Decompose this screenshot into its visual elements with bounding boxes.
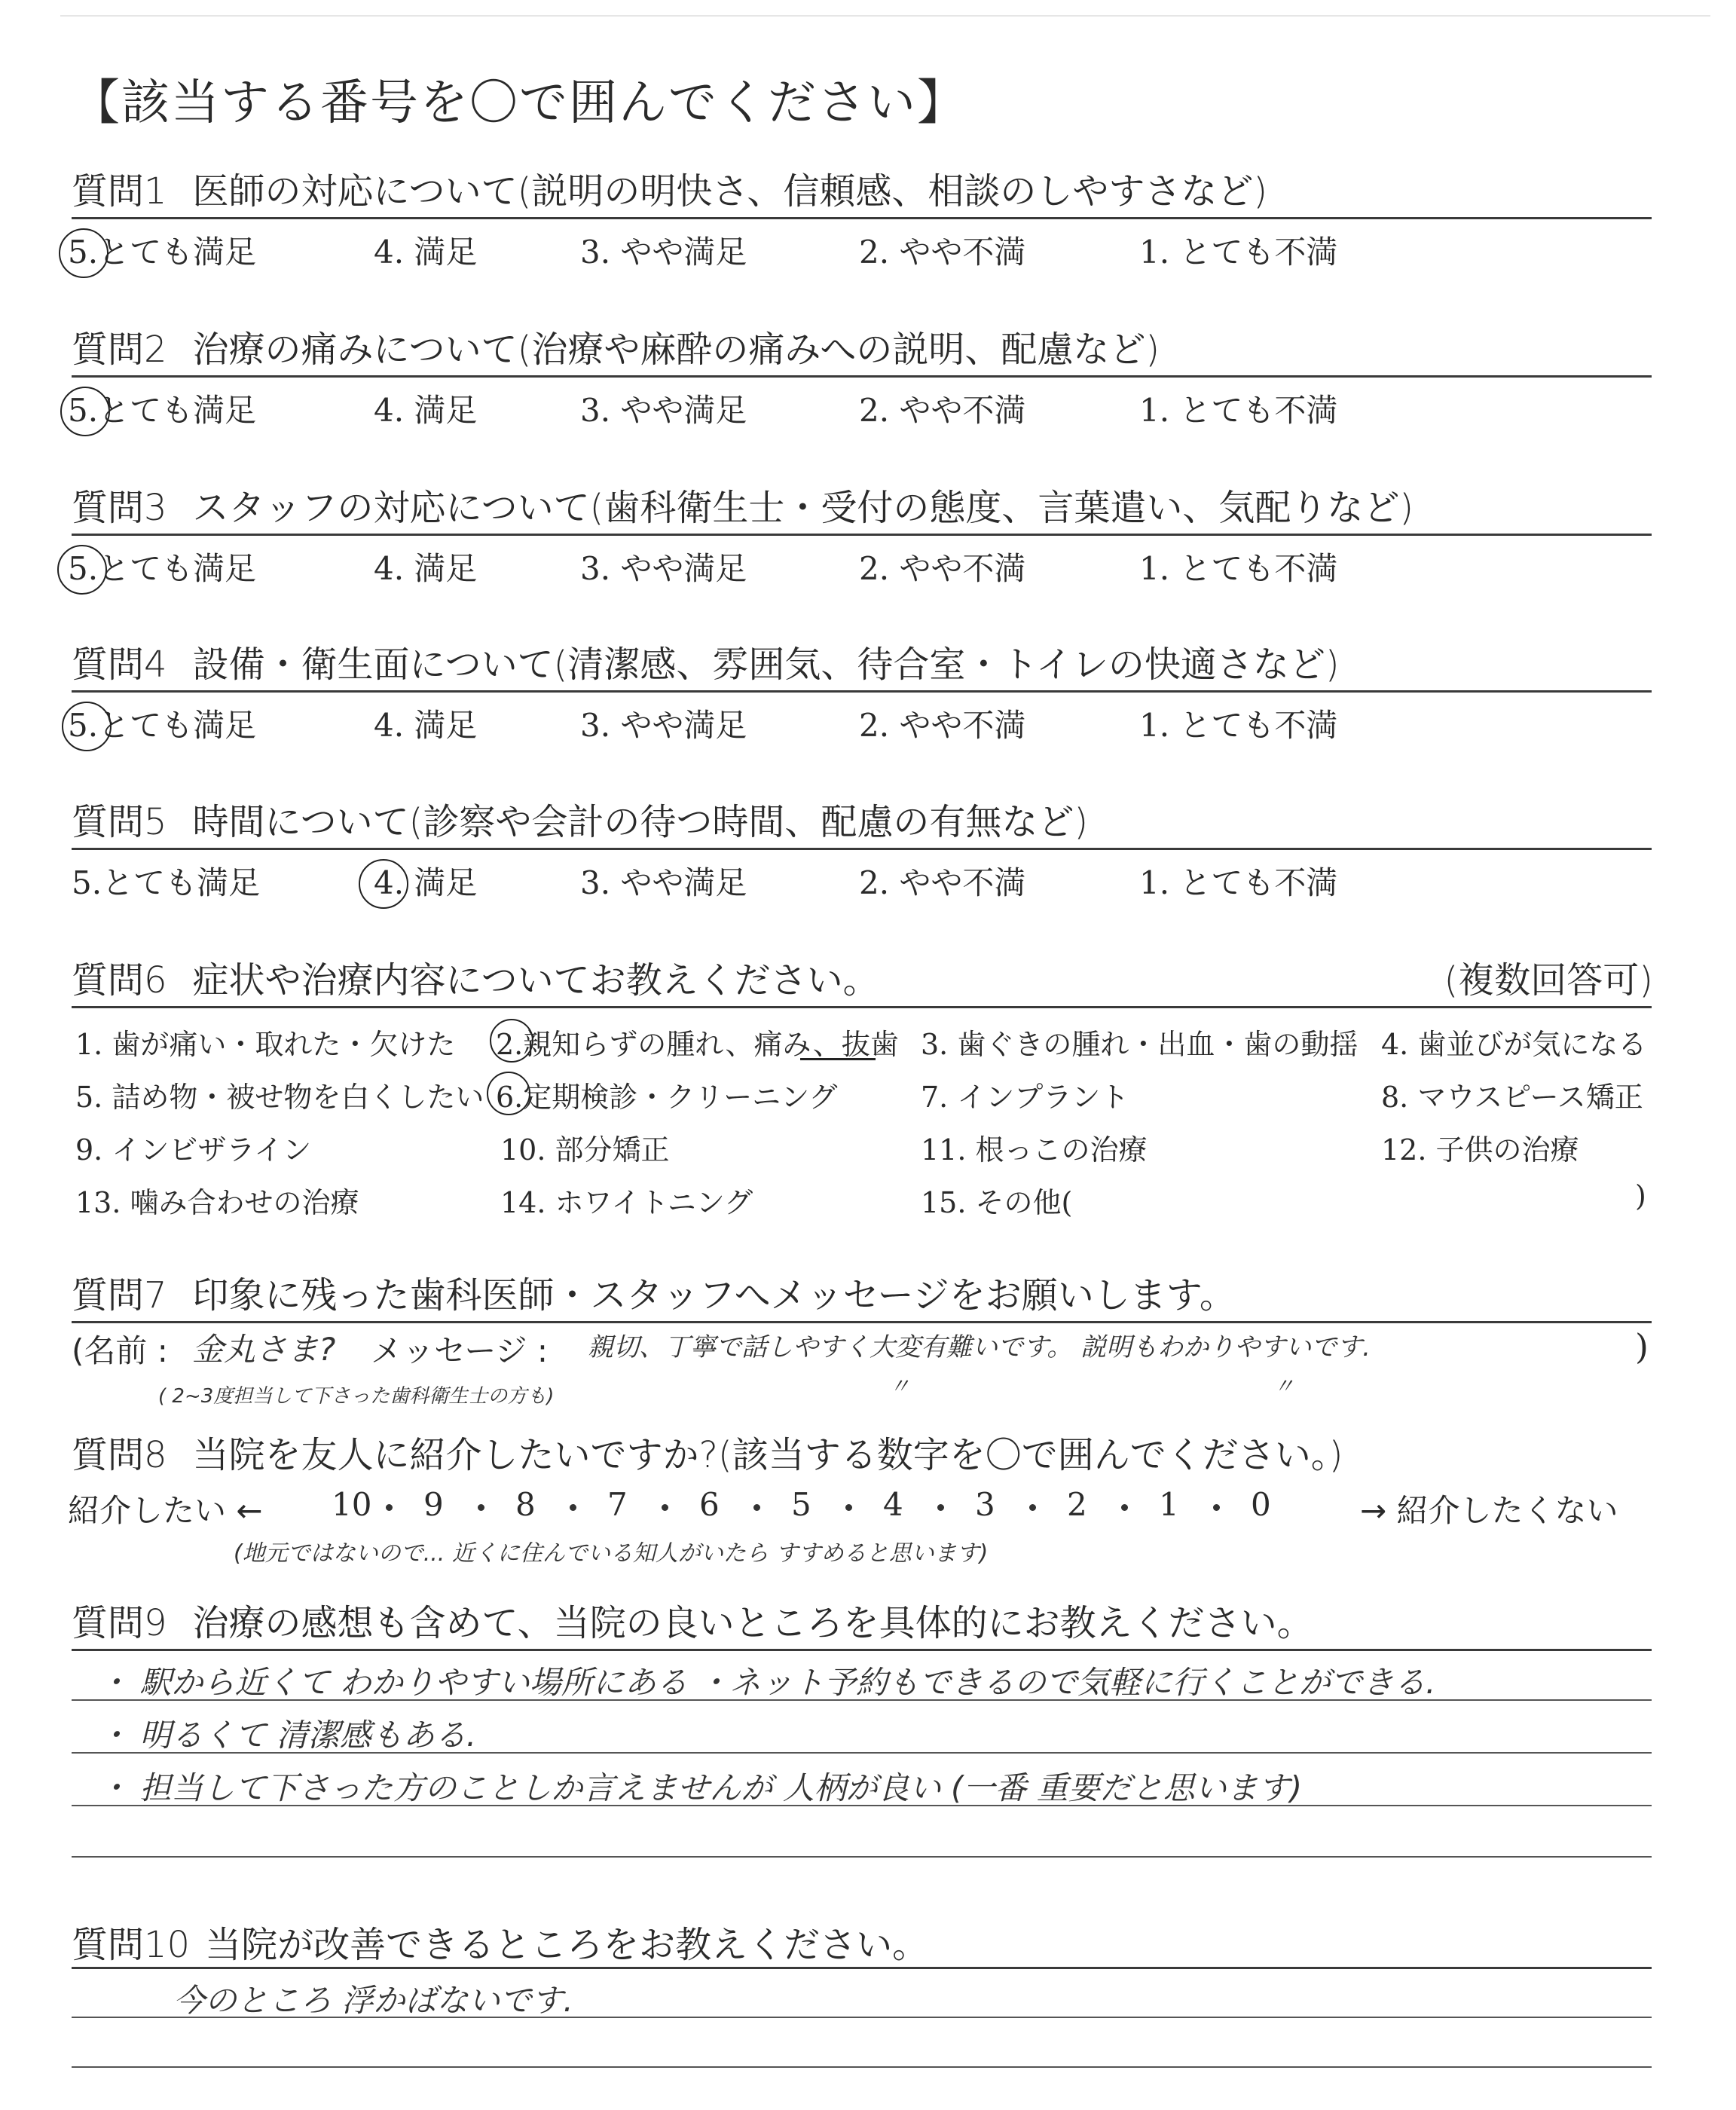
multiple-answer-note: (複数回答可) bbox=[1444, 959, 1653, 1001]
question-5 bbox=[72, 793, 1088, 845]
handwritten-note: (地元ではないので... 近くに住んでいる知人がいたら すすめると思います) bbox=[234, 1540, 989, 1567]
question-6 bbox=[72, 951, 879, 1003]
symptom-option-8[interactable]: 8. マウスピース矯正 bbox=[1381, 1081, 1643, 1114]
rating-option-4[interactable]: 4. 満足 bbox=[374, 707, 478, 744]
handwritten-answer: 今のところ 浮かばないです. bbox=[173, 1982, 573, 2019]
question-text: 当院が改善できるところをお教えください。 bbox=[205, 1924, 929, 1966]
selection-circle bbox=[490, 1019, 533, 1063]
question-text: 設備・衛生面について(清潔感、雰囲気、待合室・トイレの快適さなど) bbox=[192, 644, 1340, 686]
writing-line bbox=[72, 1699, 1652, 1701]
symptom-option-12[interactable]: 12. 子供の治療 bbox=[1381, 1133, 1579, 1167]
question-rule bbox=[72, 534, 1652, 536]
scale-separator-dot bbox=[1029, 1504, 1036, 1511]
question-10 bbox=[72, 1916, 928, 1968]
scale-number-6[interactable]: 6 bbox=[699, 1486, 720, 1523]
question-number: 質問7 bbox=[72, 1274, 167, 1316]
rating-option-2[interactable]: 2. やや不満 bbox=[859, 550, 1026, 587]
recommend-label: 紹介したい ← bbox=[68, 1492, 263, 1529]
handwritten-name: 金丸さま? bbox=[192, 1331, 336, 1368]
rating-option-2[interactable]: 2. やや不満 bbox=[859, 234, 1026, 271]
top-border bbox=[60, 15, 1710, 17]
question-2 bbox=[72, 320, 1160, 372]
rating-option-1[interactable]: 1. とても不満 bbox=[1139, 864, 1338, 901]
question-number: 質問4 bbox=[72, 644, 167, 686]
question-rule bbox=[72, 1967, 1652, 1969]
rating-option-5[interactable]: 5.とても満足 bbox=[72, 864, 261, 901]
message-label: メッセージ : bbox=[371, 1332, 548, 1369]
question-rule bbox=[72, 1649, 1652, 1651]
rating-option-1[interactable]: 1. とても不満 bbox=[1139, 550, 1338, 587]
rating-option-2[interactable]: 2. やや不満 bbox=[859, 864, 1026, 901]
rating-option-3[interactable]: 3. やや満足 bbox=[580, 864, 747, 901]
rating-option-3[interactable]: 3. やや満足 bbox=[580, 550, 747, 587]
question-rule bbox=[72, 1006, 1652, 1008]
rating-option-5[interactable]: 5.とても満足 bbox=[68, 550, 257, 587]
scale-separator-dot bbox=[386, 1504, 393, 1511]
scale-number-4[interactable]: 4 bbox=[883, 1486, 903, 1523]
rating-option-4[interactable]: 4. 満足 bbox=[374, 234, 478, 271]
selection-circle bbox=[57, 545, 107, 595]
rating-option-4[interactable]: 4. 満足 bbox=[374, 864, 478, 901]
scale-separator-dot bbox=[1213, 1504, 1220, 1511]
handwritten-message: 親切、丁寧で話しやすく大変有難いです。 説明もわかりやすいです. bbox=[588, 1332, 1371, 1362]
question-3 bbox=[72, 479, 1414, 531]
symptom-option-15[interactable]: 15. その他( bbox=[921, 1186, 1073, 1219]
writing-line bbox=[72, 1805, 1652, 1806]
selection-circle bbox=[60, 387, 110, 436]
message-close-paren: ) bbox=[1635, 1326, 1649, 1367]
question-7 bbox=[72, 1266, 1236, 1318]
rating-option-1[interactable]: 1. とても不満 bbox=[1139, 392, 1338, 429]
scale-separator-dot bbox=[662, 1504, 668, 1511]
scale-separator-dot bbox=[1121, 1504, 1128, 1511]
scale-number-0[interactable]: 0 bbox=[1251, 1486, 1271, 1523]
question-number: 質問1 bbox=[72, 170, 167, 213]
rating-option-3[interactable]: 3. やや満足 bbox=[580, 392, 747, 429]
name-label: (名前 : bbox=[72, 1332, 168, 1369]
scale-number-3[interactable]: 3 bbox=[975, 1486, 995, 1523]
question-text: 治療の痛みについて(治療や麻酔の痛みへの説明、配慮など) bbox=[192, 329, 1160, 371]
question-number: 質問3 bbox=[72, 487, 167, 529]
scale-number-7[interactable]: 7 bbox=[607, 1486, 628, 1523]
symptom-option-11[interactable]: 11. 根っこの治療 bbox=[921, 1133, 1148, 1167]
page-title: 【該当する番号を〇で囲んでください】 bbox=[72, 75, 967, 131]
question-rule bbox=[72, 848, 1652, 850]
question-9 bbox=[72, 1594, 1313, 1646]
scale-number-2[interactable]: 2 bbox=[1067, 1486, 1087, 1523]
question-rule bbox=[72, 690, 1652, 693]
question-number: 質問5 bbox=[72, 801, 167, 843]
question-text: 当院を友人に紹介したいですか?(該当する数字を〇で囲んでください。) bbox=[192, 1434, 1343, 1476]
scale-separator-dot bbox=[937, 1504, 944, 1511]
symptom-option-6[interactable]: 6.定期検診・クリーニング bbox=[496, 1081, 838, 1114]
question-8 bbox=[72, 1426, 1343, 1478]
scale-separator-dot bbox=[845, 1504, 852, 1511]
question-text: スタッフの対応について(歯科衛生士・受付の態度、言葉遣い、気配りなど) bbox=[192, 487, 1414, 529]
question-number: 質問10 bbox=[72, 1924, 191, 1966]
handwritten-answer-line: ・ 明るくて 清潔感もある. bbox=[98, 1717, 477, 1754]
rating-option-3[interactable]: 3. やや満足 bbox=[580, 707, 747, 744]
other-close-paren: ) bbox=[1635, 1179, 1646, 1212]
ditto-mark: 〃 bbox=[1273, 1374, 1295, 1399]
rating-option-4[interactable]: 4. 満足 bbox=[374, 392, 478, 429]
symptom-option-9[interactable]: 9. インビザライン bbox=[75, 1133, 312, 1167]
scale-separator-dot bbox=[478, 1504, 484, 1511]
selection-circle bbox=[62, 702, 112, 751]
symptom-option-5[interactable]: 5. 詰め物・被せ物を白くしたい bbox=[75, 1081, 484, 1114]
question-rule bbox=[72, 217, 1652, 219]
rating-option-1[interactable]: 1. とても不満 bbox=[1139, 707, 1338, 744]
scale-number-8[interactable]: 8 bbox=[515, 1486, 536, 1523]
scale-number-5[interactable]: 5 bbox=[791, 1486, 811, 1523]
writing-line bbox=[72, 1752, 1652, 1754]
not-recommend-label: → 紹介したくない bbox=[1360, 1492, 1618, 1529]
question-rule bbox=[72, 375, 1652, 378]
writing-line bbox=[72, 2017, 1652, 2018]
selection-circle bbox=[59, 228, 108, 278]
symptom-option-14[interactable]: 14. ホワイトニング bbox=[500, 1186, 753, 1219]
rating-option-1[interactable]: 1. とても不満 bbox=[1139, 234, 1338, 271]
symptom-option-7[interactable]: 7. インプラント bbox=[921, 1081, 1129, 1114]
question-1 bbox=[72, 162, 1267, 214]
writing-line bbox=[72, 1856, 1652, 1858]
ditto-mark: 〃 bbox=[889, 1374, 911, 1399]
question-number: 質問8 bbox=[72, 1434, 167, 1476]
question-number: 質問6 bbox=[72, 959, 167, 1001]
question-text: 時間について(診察や会計の待つ時間、配慮の有無など) bbox=[192, 801, 1089, 843]
rating-option-5[interactable]: 5.とても満足 bbox=[68, 707, 257, 744]
rating-option-4[interactable]: 4. 満足 bbox=[374, 550, 478, 587]
question-text: 治療の感想も含めて、当院の良いところを具体的にお教えください。 bbox=[192, 1602, 1313, 1644]
handwritten-answer-line: ・ 担当して下さった方のことしか言えませんが 人柄が良い (一番 重要だと思います) bbox=[98, 1769, 1303, 1806]
selection-circle bbox=[359, 859, 408, 909]
selection-circle bbox=[487, 1072, 530, 1115]
handwritten-sub-note: ( 2~3度担当して下さった歯科衛生士の方も) bbox=[158, 1385, 555, 1408]
scale-number-10[interactable]: 10 bbox=[332, 1486, 372, 1523]
symptom-option-1[interactable]: 1. 歯が痛い・取れた・欠けた bbox=[75, 1028, 456, 1061]
symptom-option-10[interactable]: 10. 部分矯正 bbox=[500, 1133, 670, 1167]
scale-separator-dot bbox=[570, 1504, 576, 1511]
rating-option-5[interactable]: 5.とても満足 bbox=[68, 392, 257, 429]
rating-option-5[interactable]: 5.とても満足 bbox=[68, 234, 257, 271]
question-number: 質問2 bbox=[72, 329, 167, 371]
question-number: 質問9 bbox=[72, 1602, 167, 1644]
writing-line bbox=[72, 2066, 1652, 2068]
symptom-option-3[interactable]: 3. 歯ぐきの腫れ・出血・歯の動揺 bbox=[921, 1028, 1359, 1061]
scale-number-1[interactable]: 1 bbox=[1159, 1486, 1179, 1523]
question-text: 医師の対応について(説明の明快さ、信頼感、相談のしやすさなど) bbox=[192, 170, 1268, 213]
question-text: 印象に残った歯科医師・スタッフへメッセージをお願いします。 bbox=[192, 1274, 1236, 1316]
question-4 bbox=[72, 635, 1340, 687]
handwritten-underline bbox=[800, 1058, 876, 1060]
scale-separator-dot bbox=[753, 1504, 760, 1511]
handwritten-answer-line: ・ 駅から近くて わかりやすい場所にある ・ネット予約もできるので気軽に行くことができる. bbox=[98, 1664, 1436, 1701]
scale-number-9[interactable]: 9 bbox=[423, 1486, 444, 1523]
symptom-option-13[interactable]: 13. 噛み合わせの治療 bbox=[75, 1186, 359, 1219]
rating-option-2[interactable]: 2. やや不満 bbox=[859, 707, 1026, 744]
rating-option-2[interactable]: 2. やや不満 bbox=[859, 392, 1026, 429]
symptom-option-2[interactable]: 2.親知らずの腫れ、痛み、抜歯 bbox=[496, 1028, 899, 1061]
question-rule bbox=[72, 1321, 1652, 1323]
rating-option-3[interactable]: 3. やや満足 bbox=[580, 234, 747, 271]
question-text: 症状や治療内容についてお教えください。 bbox=[192, 959, 879, 1001]
symptom-option-4[interactable]: 4. 歯並びが気になる bbox=[1381, 1028, 1647, 1061]
